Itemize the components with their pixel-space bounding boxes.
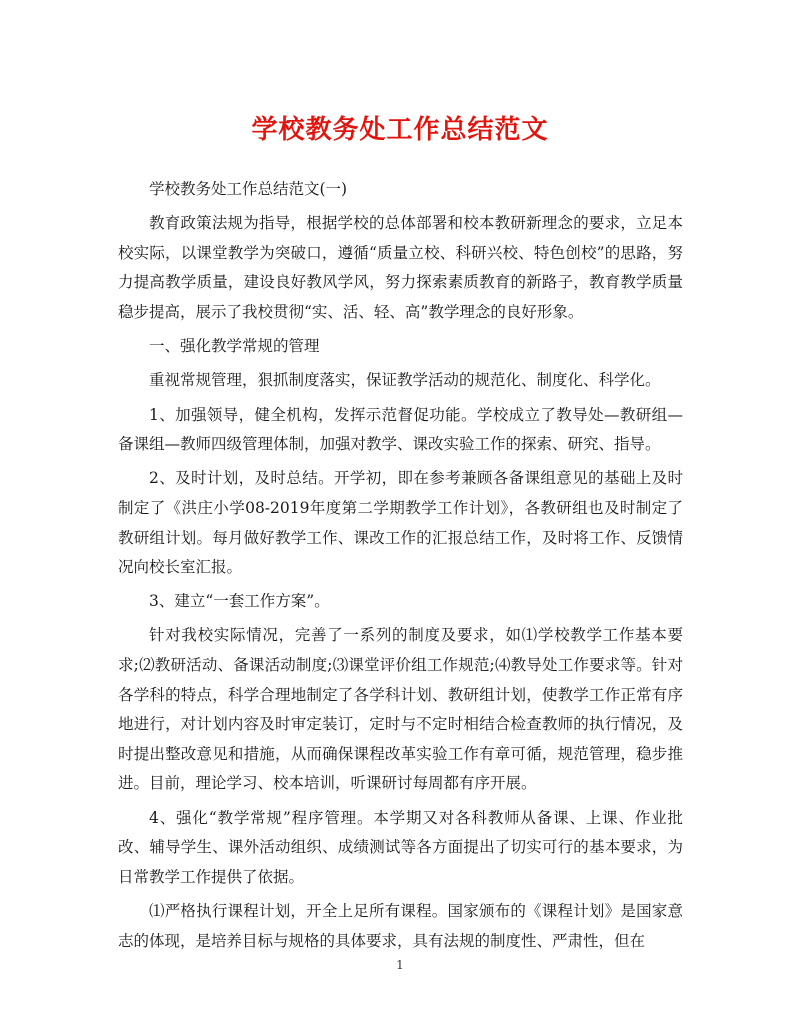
paragraph-intro: 教育政策法规为指导，根据学校的总体部署和校本教研新理念的要求，立足本校实际，以课堂教学为突破口，遵循“质量立校、科研兴校、特色创校”的思路，努力提高教学质量，建设良好教风学风，努力探索素质教育的新路子，教育教学质量稳步提高，展示了我校贯彻“实、活、轻、高”教学理念的良好形象。 bbox=[118, 214, 683, 321]
section-heading: 一、强化教学常规的管理 bbox=[149, 337, 320, 356]
paragraph: 1、加强领导，健全机构，发挥示范督促功能。学校成立了教导处—教研组—备课组—教师四级管理体制，加强对教学、课改实验工作的探索、研究、指导。 bbox=[118, 405, 683, 454]
document-title: 学校教务处工作总结范文 bbox=[251, 115, 549, 145]
paragraph: 重视常规管理，狠抓制度落实，保证教学活动的规范化、制度化、科学化。 bbox=[149, 371, 661, 390]
paragraph: 3、建立“一套工作方案”。 bbox=[149, 592, 330, 611]
paragraph: 2、及时计划，及时总结。开学初，即在参考兼顾各备课组意见的基础上及时制定了《洪庄小学08-2019年度第二学期教学工作计划》，各教研组也及时制定了教研组计划。每月做好教学工作、课改工作的汇报总结工作，及时将工作、反馈情况向校长室汇报。 bbox=[118, 469, 683, 577]
paragraph: ⑴严格执行课程计划，开全上足所有课程。国家颁布的《课程计划》是国家意志的体现，是培养目标与规格的具体要求，具有法规的制度性、严肃性，但在 bbox=[118, 902, 683, 950]
paragraph-subtitle: 学校教务处工作总结范文(一) bbox=[149, 180, 348, 198]
page-number: 1 bbox=[396, 958, 404, 972]
paragraph: 针对我校实际情况，完善了一系列的制度及要求，如⑴学校教学工作基本要求;⑵教研活动、备课活动制度;⑶课堂评价组工作规范;⑷教导处工作要求等。针对各学科的特点，科学合理地制定了各学科计划、教研组计划，使教学工作正常有序地进行，对计划内容及时审定装订，定时与不定时相结合检查教师的执行情况，及时提出整改意见和措施，从而确保课程改革实验工作有章可循，规范管理，稳步推进。目前，理论学习、校本培训，听课研讨每周都有序开展。 bbox=[118, 626, 683, 793]
paragraph: 4、强化“教学常规”程序管理。本学期又对各科教师从备课、上课、作业批改、辅导学生、课外活动组织、成绩测试等各方面提出了切实可行的基本要求，为日常教学工作提供了依据。 bbox=[118, 808, 683, 886]
document-body bbox=[118, 175, 683, 961]
